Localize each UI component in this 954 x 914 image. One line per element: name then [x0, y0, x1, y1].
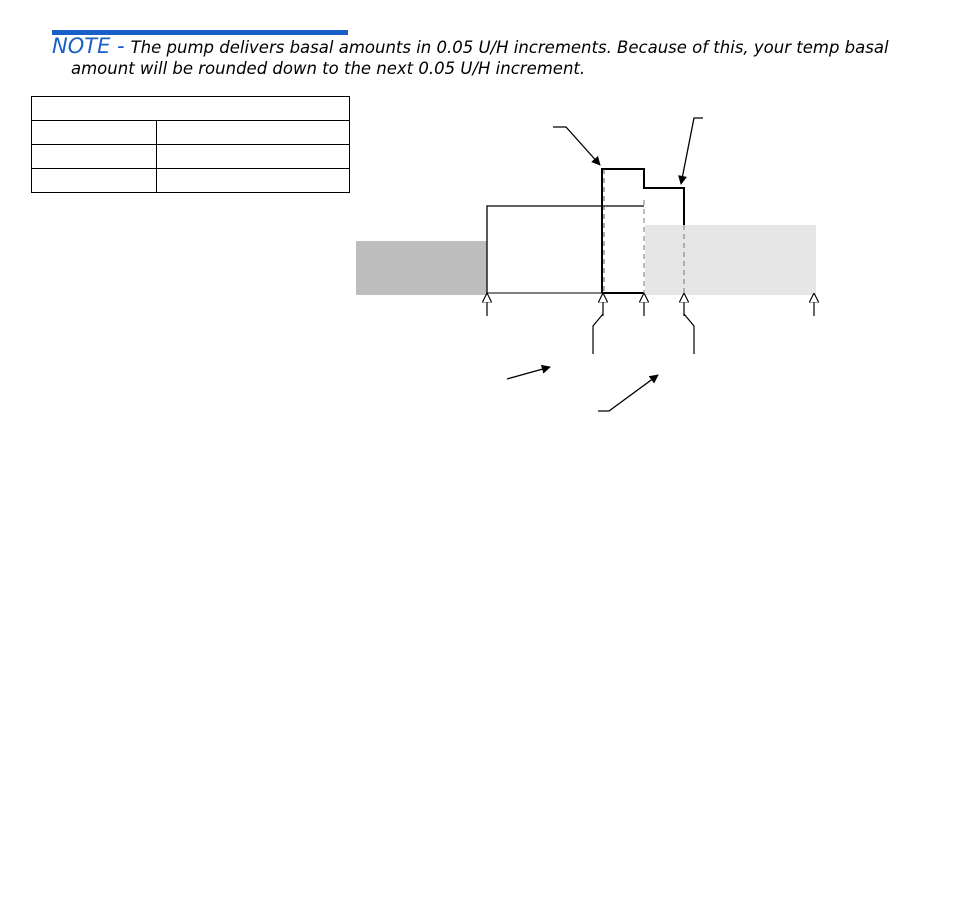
callout-arrow-lower-center [598, 375, 658, 411]
note-text-line2: amount will be rounded down to the next 0.05 U/H increment. [71, 59, 586, 78]
callout-arrow-left-top [553, 127, 600, 165]
temp-basal-outline [487, 206, 644, 295]
bracket-leader-right [684, 314, 694, 354]
callout-arrow-right-top [681, 118, 703, 184]
note-label: NOTE - [52, 34, 125, 58]
callout-arrow-lower-left [507, 367, 550, 379]
note-text-line1: The pump delivers basal amounts in 0.05 U/H increments. Because of this, your temp basal [130, 38, 889, 57]
basal-dark-segment [356, 241, 487, 295]
basal-light-segment [645, 225, 816, 295]
bracket-leader-left [593, 314, 603, 354]
